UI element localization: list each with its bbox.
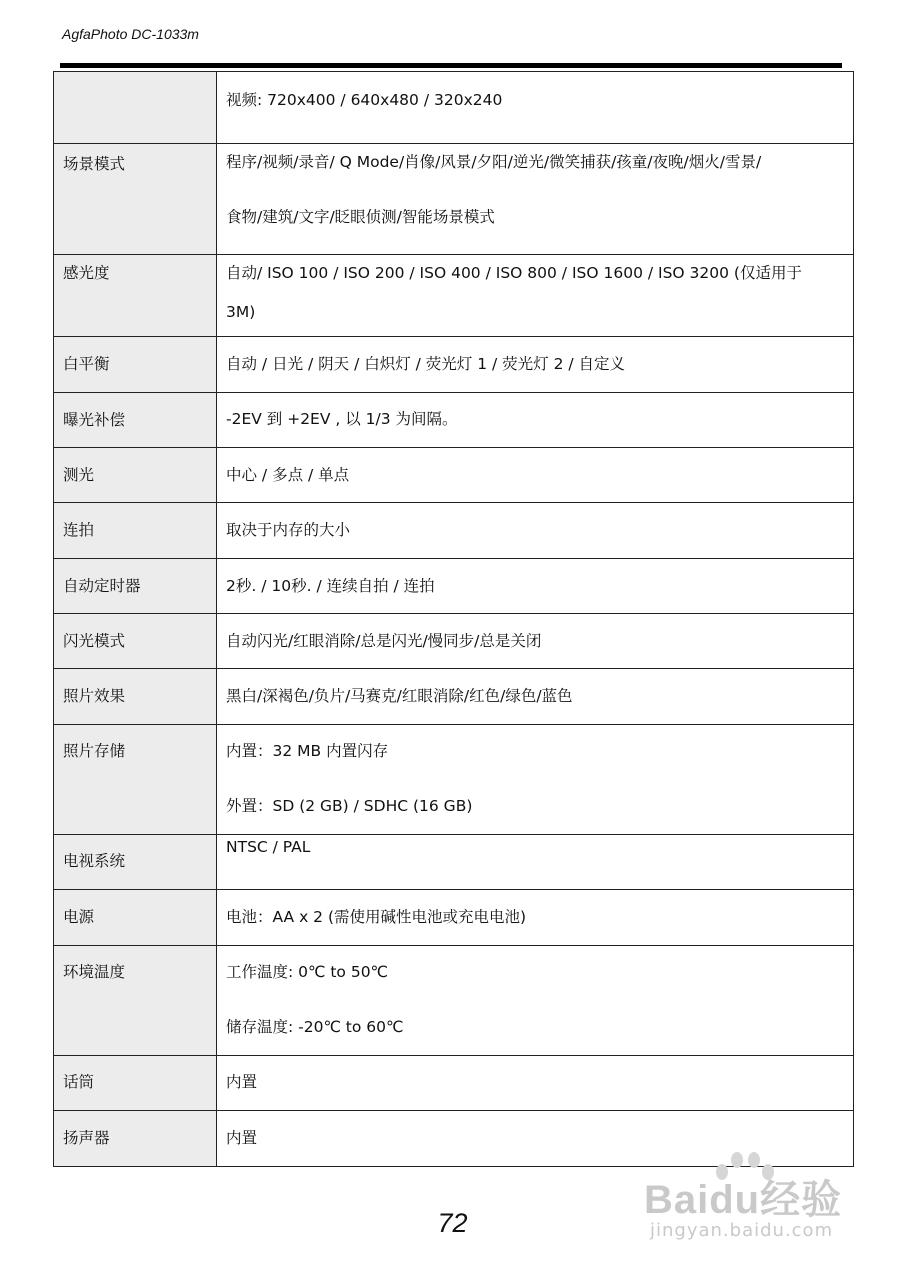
spec-value-line: 内置：32 MB 内置闪存 [226, 742, 389, 760]
spec-value-line: NTSC / PAL [226, 838, 311, 856]
spec-row [54, 614, 854, 669]
spec-value-cell [217, 890, 854, 946]
spec-label-cell [54, 725, 217, 835]
spec-row [54, 1056, 854, 1111]
spec-label: 话筒 [63, 1073, 95, 1091]
spec-value-cell [217, 72, 854, 144]
header-rule [60, 63, 842, 68]
spec-value-line: 2秒. / 10秒. / 连续自拍 / 连拍 [226, 577, 435, 595]
spec-label-cell [54, 255, 217, 337]
spec-value-cell [217, 669, 854, 725]
spec-label: 照片存储 [63, 742, 126, 760]
spec-value-cell [217, 255, 854, 337]
spec-row [54, 337, 854, 393]
spec-label-cell [54, 1056, 217, 1111]
page-number: 72 [437, 1208, 468, 1238]
spec-value-line: 黑白/深褐色/负片/马赛克/红眼消除/红色/绿色/蓝色 [226, 687, 573, 705]
spec-value-line: 取决于内存的大小 [226, 521, 351, 539]
spec-label-cell [54, 669, 217, 725]
spec-value-line: 外置：SD (2 GB) / SDHC (16 GB) [226, 797, 473, 815]
spec-value-line: 自动闪光/红眼消除/总是闪光/慢同步/总是关闭 [226, 632, 542, 650]
spec-label-cell [54, 72, 217, 144]
spec-label-cell [54, 337, 217, 393]
spec-value-line: 工作温度: 0℃ to 50℃ [226, 963, 388, 981]
spec-row [54, 144, 854, 255]
spec-label-cell [54, 835, 217, 890]
spec-value-cell [217, 393, 854, 448]
spec-value-cell [217, 1056, 854, 1111]
spec-label: 场景模式 [63, 155, 126, 173]
spec-label-cell [54, 503, 217, 559]
spec-label: 自动定时器 [63, 577, 141, 595]
spec-value-line: 电池：AA x 2 (需使用碱性电池或充电电池) [226, 908, 527, 926]
spec-label: 曝光补偿 [63, 411, 126, 429]
spec-row [54, 503, 854, 559]
spec-row [54, 448, 854, 503]
spec-label: 白平衡 [63, 355, 110, 373]
spec-label: 电视系统 [63, 852, 126, 870]
spec-value-line: -2EV 到 +2EV , 以 1/3 为间隔。 [226, 410, 458, 428]
watermark-url: jingyan.baidu.com [650, 1220, 834, 1241]
spec-label: 测光 [63, 466, 95, 484]
spec-table [53, 71, 854, 1167]
spec-value-cell [217, 337, 854, 393]
spec-value-line: 程序/视频/录音/ Q Mode/肖像/风景/夕阳/逆光/微笑捕获/孩童/夜晚/烟火/雪景/ [226, 153, 762, 171]
spec-value-line: 内置 [226, 1073, 258, 1091]
spec-label-cell [54, 614, 217, 669]
spec-label: 闪光模式 [63, 632, 126, 650]
spec-row [54, 393, 854, 448]
spec-value-line: 自动 / 日光 / 阴天 / 白炽灯 / 荧光灯 1 / 荧光灯 2 / 自定义 [226, 355, 626, 373]
spec-label: 扬声器 [63, 1129, 110, 1147]
spec-value-cell [217, 946, 854, 1056]
spec-value-line: 储存温度: -20℃ to 60℃ [226, 1018, 404, 1036]
spec-label: 连拍 [63, 521, 95, 539]
spec-value-cell [217, 614, 854, 669]
header-title: AgfaPhoto DC-1033m [62, 26, 199, 42]
spec-value-cell [217, 144, 854, 255]
spec-value-line: 内置 [226, 1129, 258, 1147]
spec-row [54, 946, 854, 1056]
spec-label-cell [54, 890, 217, 946]
spec-value-line: 自动/ ISO 100 / ISO 200 / ISO 400 / ISO 800 / ISO 1600 / ISO 3200 (仅适用于 [226, 264, 802, 282]
spec-label: 感光度 [63, 264, 110, 282]
spec-row [54, 725, 854, 835]
spec-label-cell [54, 559, 217, 614]
spec-row [54, 890, 854, 946]
spec-value-cell [217, 559, 854, 614]
spec-value-cell [217, 448, 854, 503]
spec-value-line: 中心 / 多点 / 单点 [226, 466, 350, 484]
watermark-logo: Baidu经验 [644, 1178, 843, 1222]
spec-value-cell [217, 835, 854, 890]
spec-value-line: 食物/建筑/文字/眨眼侦测/智能场景模式 [226, 208, 495, 226]
spec-value-line: 3M) [226, 303, 256, 321]
spec-value-cell [217, 725, 854, 835]
spec-label-cell [54, 1111, 217, 1167]
spec-label-cell [54, 946, 217, 1056]
spec-value-cell [217, 503, 854, 559]
spec-row [54, 72, 854, 144]
spec-label-cell [54, 448, 217, 503]
baidu-watermark [640, 1150, 855, 1250]
spec-value-line: 视频: 720x400 / 640x480 / 320x240 [226, 91, 503, 109]
spec-row [54, 559, 854, 614]
spec-label-cell [54, 144, 217, 255]
spec-label: 电源 [63, 908, 95, 926]
spec-row [54, 669, 854, 725]
spec-label-cell [54, 393, 217, 448]
spec-label [54, 72, 216, 83]
spec-label: 环境温度 [63, 963, 126, 981]
spec-row [54, 835, 854, 890]
spec-label: 照片效果 [63, 687, 126, 705]
spec-row [54, 255, 854, 337]
